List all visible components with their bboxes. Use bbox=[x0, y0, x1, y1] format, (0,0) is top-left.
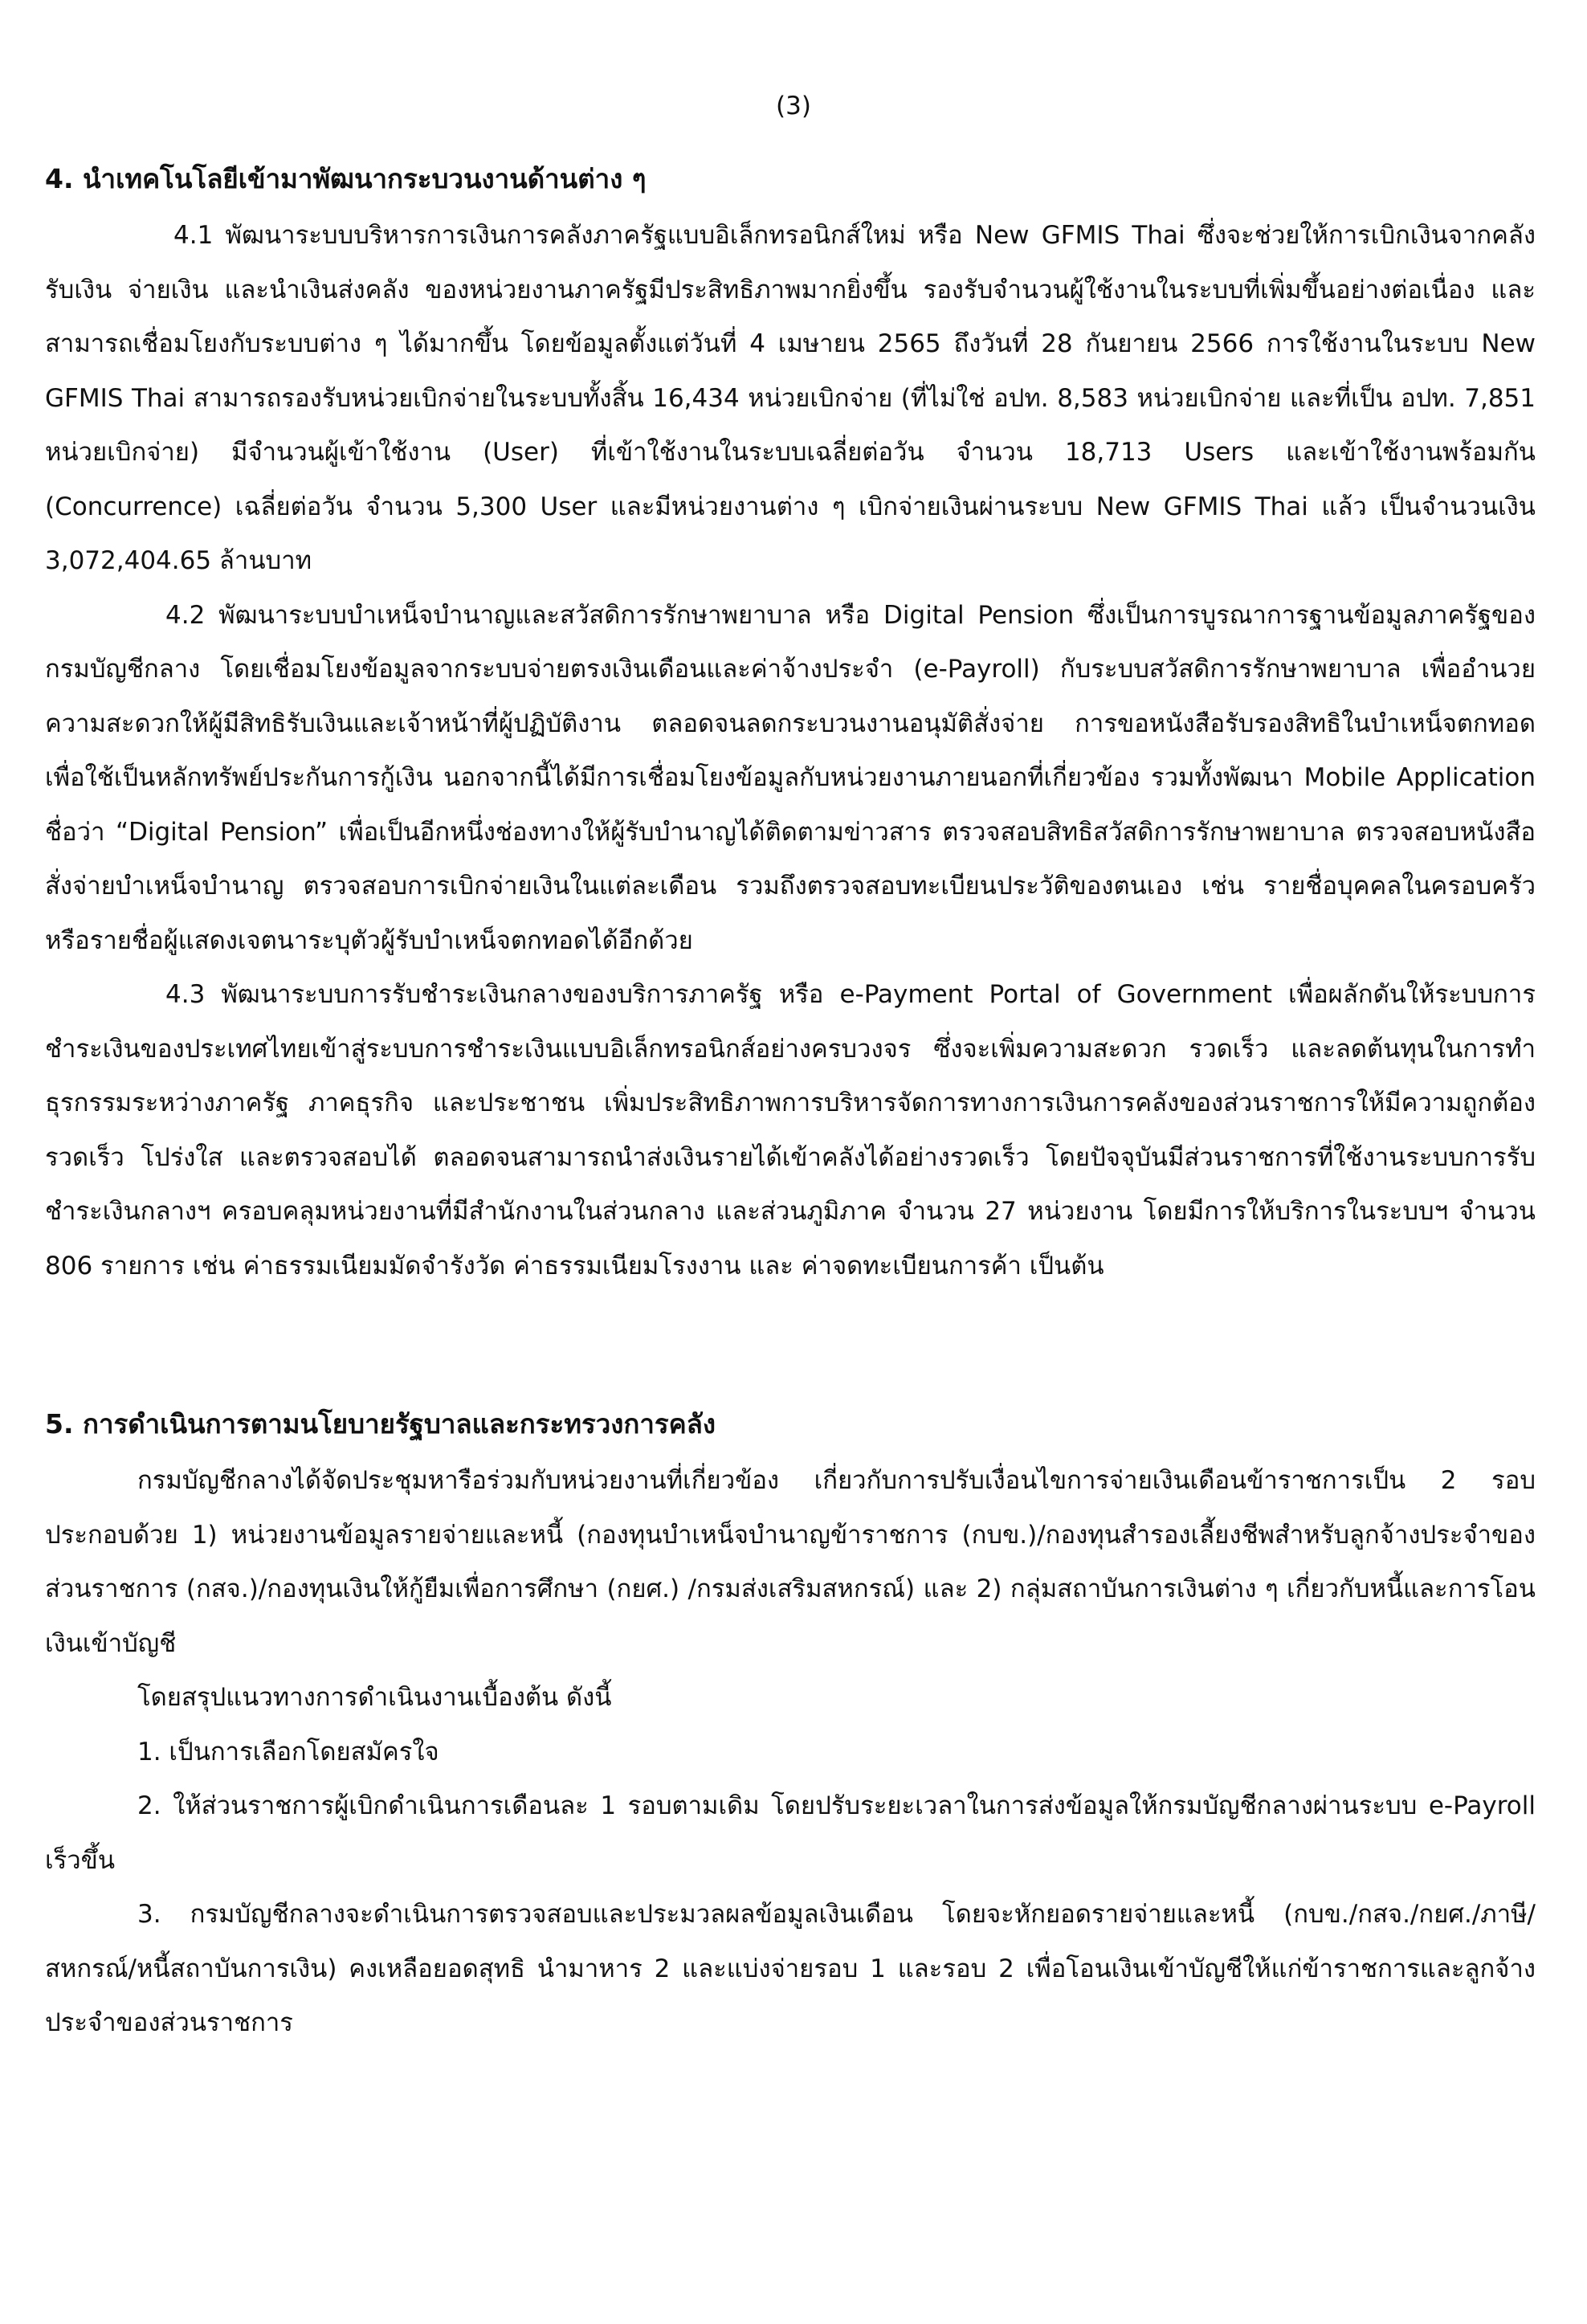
section-4-heading: 4. นำเทคโนโลยีเข้ามาพัฒนากระบวนงานด้านต่าง ๆ bbox=[45, 163, 647, 194]
paragraph-4-2: 4.2 พัฒนาระบบบำเหน็จบำนาญและสวัสดิการรักษาพยาบาล หรือ Digital Pension ซึ่งเป็นการบูรณาการฐานข้อมูลภาครัฐของกรมบัญชีกลาง โดยเชื่อมโยงข้อมูลจากระบบจ่ายตรงเงินเดือนและค่าจ้างประจำ (e-Payroll) กับระบบสวัสดิการรักษาพยาบาล เพื่ออำนวยความสะดวกให้ผู้มีสิทธิรับเงินและเจ้าหน้าที่ผู้ปฏิบัติงาน ตลอดจนลดกระบวนงานอนุมัติสั่งจ่าย การขอหนังสือรับรองสิทธิในบำเหน็จตกทอด เพื่อใช้เป็นหลักทรัพย์ประกันการกู้เงิน นอกจากนี้ได้มีการเชื่อมโยงข้อมูลกับหน่วยงานภายนอกที่เกี่ยวข้อง รวมทั้งพัฒนา Mobile Application ชื่อว่า “Digital Pension” เพื่อเป็นอีกหนึ่งช่องทางให้ผู้รับบำนาญได้ติดตามข่าวสาร ตรวจสอบสิทธิสวัสดิการรักษาพยาบาล ตรวจสอบหนังสือสั่งจ่ายบำเหน็จบำนาญ ตรวจสอบการเบิกจ่ายเงินในแต่ละเดือน รวมถึงตรวจสอบทะเบียนประวัติของตนเอง เช่น รายชื่อบุคคลในครอบครัว หรือรายชื่อผู้แสดงเจตนาระบุตัวผู้รับบำเหน็จตกทอดได้อีกด้วย bbox=[45, 600, 1536, 955]
section-4 bbox=[45, 161, 1536, 1293]
list-item-2: 2. ให้ส่วนราชการผู้เบิกดำเนินการเดือนละ 1 รอบตามเดิม โดยปรับระยะเวลาในการส่งข้อมูลให้กรมบัญชีกลางผ่านระบบ e-Payroll เร็วขึ้น bbox=[45, 1791, 1536, 1875]
section-5-summary: โดยสรุปแนวทางการดำเนินงานเบื้องต้น ดังนี้ bbox=[137, 1683, 612, 1712]
section-5-heading: 5. การดำเนินการตามนโยบายรัฐบาลและกระทรวงการคลัง bbox=[45, 1408, 716, 1440]
paragraph-4-3: 4.3 พัฒนาระบบการรับชำระเงินกลางของบริการภาครัฐ หรือ e-Payment Portal of Government เพื่อผลักดันให้ระบบการชำระเงินของประเทศไทยเข้าสู่ระบบการชำระเงินแบบอิเล็กทรอนิกส์อย่างครบวงจร ซึ่งจะเพิ่มความสะดวก รวดเร็ว และลดต้นทุนในการทำธุรกรรมระหว่างภาครัฐ ภาคธุรกิจ และประชาชน เพิ่มประสิทธิภาพการบริหารจัดการทางการเงินการคลังของส่วนราชการให้มีความถูกต้อง รวดเร็ว โปร่งใส และตรวจสอบได้ ตลอดจนสามารถนำส่งเงินรายได้เข้าคลังได้อย่างรวดเร็ว โดยปัจจุบันมีส่วนราชการที่ใช้งานระบบการรับชำระเงินกลางฯ ครอบคลุมหน่วยงานที่มีสำนักงานในส่วนกลาง และส่วนภูมิภาค จำนวน 27 หน่วยงาน โดยมีการให้บริการในระบบฯ จำนวน 806 รายการ เช่น ค่าธรรมเนียมมัดจำรังวัด ค่าธรรมเนียมโรงงาน และ ค่าจดทะเบียนการค้า เป็นต้น bbox=[45, 980, 1536, 1280]
section-5-intro: กรมบัญชีกลางได้จัดประชุมหารือร่วมกับหน่วยงานที่เกี่ยวข้อง เกี่ยวกับการปรับเงื่อนไขการจ่ายเงินเดือนข้าราชการเป็น 2 รอบ ประกอบด้วย 1) หน่วยงานข้อมูลรายจ่ายและหนี้ (กองทุนบำเหน็จบำนาญข้าราชการ (กบข.)/กองทุนสำรองเลี้ยงชีพสำหรับลูกจ้างประจำของส่วนราชการ (กสจ.)/กองทุนเงินให้กู้ยืมเพื่อการศึกษา (กยศ.) /กรมส่งเสริมสหกรณ์) และ 2) กลุ่มสถาบันการเงินต่าง ๆ เกี่ยวกับหนี้และการโอนเงินเข้าบัญชี bbox=[45, 1466, 1536, 1658]
list-item-3: 3. กรมบัญชีกลางจะดำเนินการตรวจสอบและประมวลผลข้อมูลเงินเดือน โดยจะหักยอดรายจ่ายและหนี้ (กบข./กสจ./กยศ./ภาษี/สหกรณ์/หนี้สถาบันการเงิน) คงเหลือยอดสุทธิ นำมาหาร 2 และแบ่งจ่ายรอบ 1 และรอบ 2 เพื่อโอนเงินเข้าบัญชีให้แก่ข้าราชการและลูกจ้างประจำของส่วนราชการ bbox=[45, 1900, 1536, 2037]
page-number: (3) bbox=[776, 92, 811, 120]
list-item-1: 1. เป็นการเลือกโดยสมัครใจ bbox=[137, 1737, 439, 1766]
paragraph-4-1: 4.1 พัฒนาระบบบริหารการเงินการคลังภาครัฐแบบอิเล็กทรอนิกส์ใหม่ หรือ New GFMIS Thai ซึ่งจะช่วยให้การเบิกเงินจากคลัง รับเงิน จ่ายเงิน และนำเงินส่งคลัง ของหน่วยงานภาครัฐมีประสิทธิภาพมากยิ่งขึ้น รองรับจำนวนผู้ใช้งานในระบบที่เพิ่มขึ้นอย่างต่อเนื่อง และสามารถเชื่อมโยงกับระบบต่าง ๆ ได้มากขึ้น โดยข้อมูลตั้งแต่วันที่ 4 เมษายน 2565 ถึงวันที่ 28 กันยายน 2566 การใช้งานในระบบ New GFMIS Thai สามารถรองรับหน่วยเบิกจ่ายในระบบทั้งสิ้น 16,434 หน่วยเบิกจ่าย (ที่ไม่ใช่ อปท. 8,583 หน่วยเบิกจ่าย และที่เป็น อปท. 7,851 หน่วยเบิกจ่าย) มีจำนวนผู้เข้าใช้งาน (User) ที่เข้าใช้งานในระบบเฉลี่ยต่อวัน จำนวน 18,713 Users และเข้าใช้งานพร้อมกัน (Concurrence) เฉลี่ยต่อวัน จำนวน 5,300 User และมีหน่วยงานต่าง ๆ เบิกจ่ายเงินผ่านระบบ New GFMIS Thai แล้ว เป็นจำนวนเงิน 3,072,404.65 ล้านบาท bbox=[45, 221, 1536, 575]
section-5 bbox=[45, 1406, 1536, 2051]
